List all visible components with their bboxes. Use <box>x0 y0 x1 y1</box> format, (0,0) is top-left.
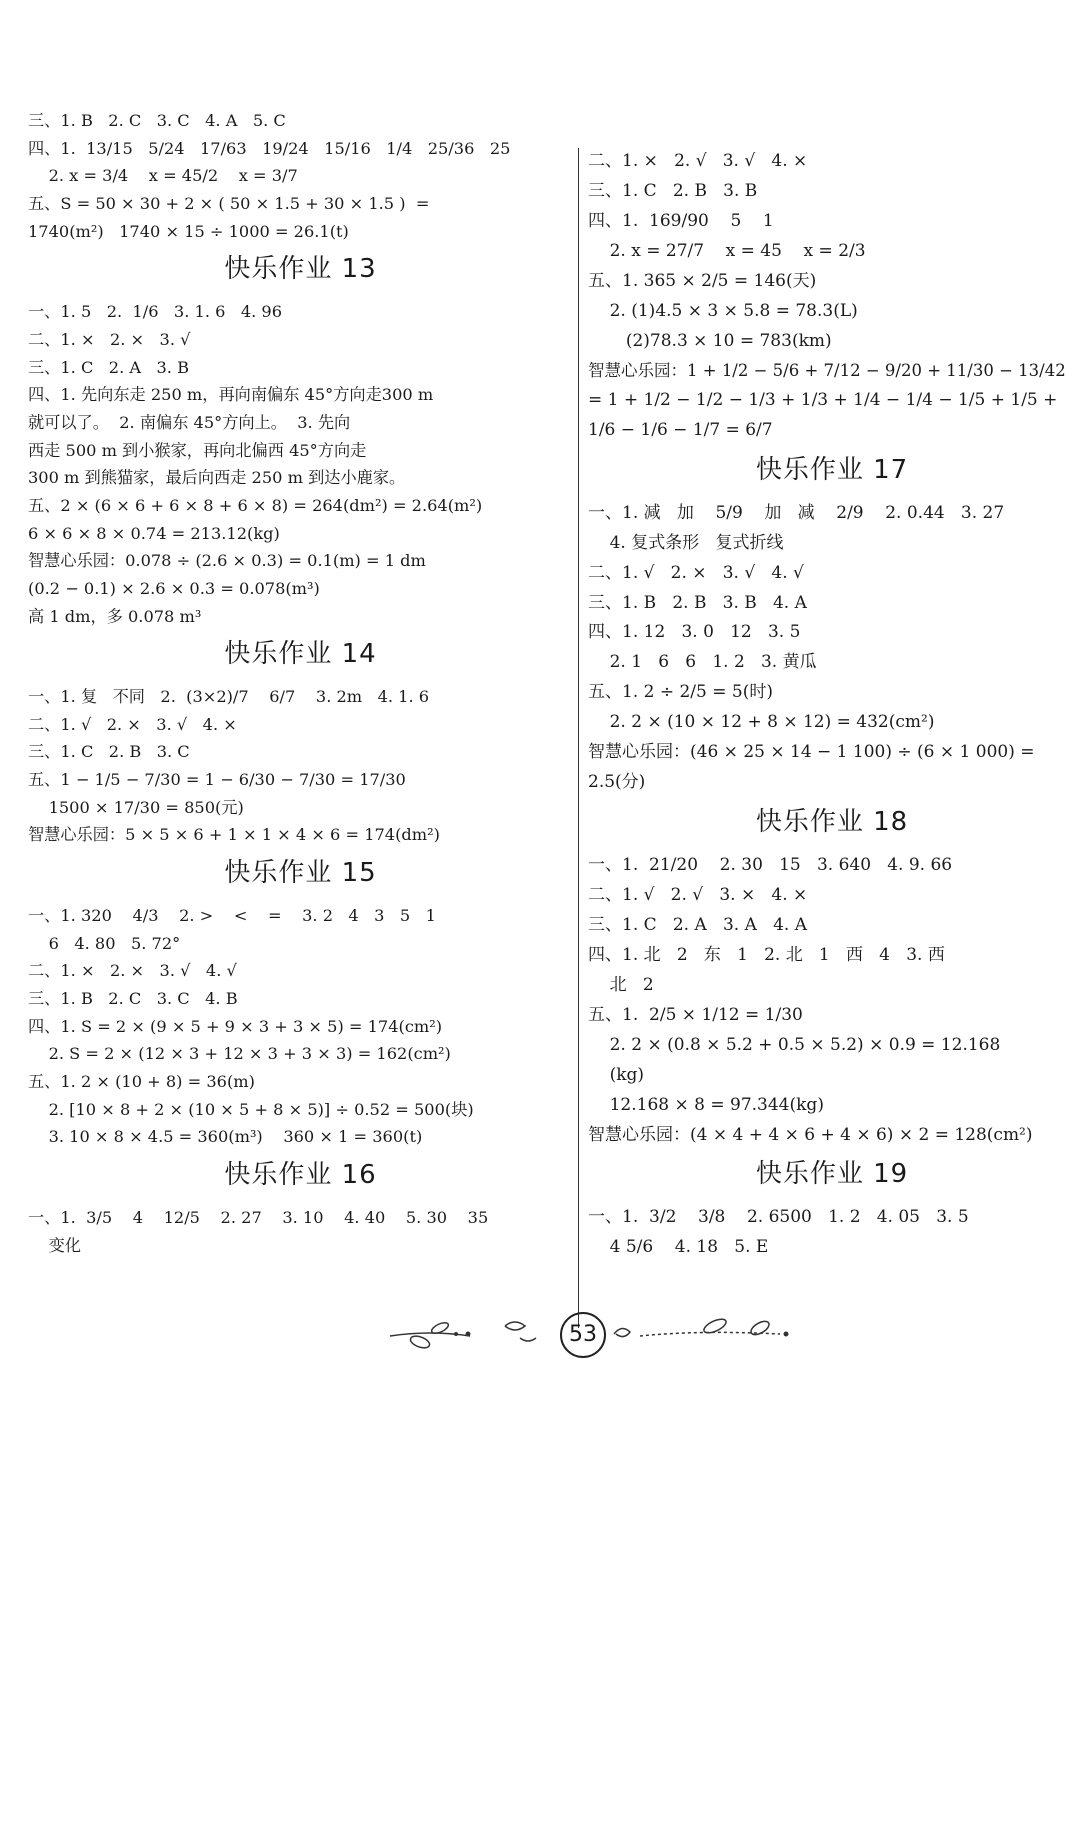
answer-line: 三、1. B 2. B 3. B 4. A <box>588 592 807 613</box>
column-divider <box>578 148 579 1328</box>
section-title: 快乐作业 15 <box>224 858 377 889</box>
answer-line: 2. 1 6 6 1. 2 3. 黄瓜 <box>588 652 817 673</box>
answer-line: 一、1. 减 加 5/9 加 减 2/9 2. 0.44 3. 27 <box>588 502 1005 523</box>
section-title: 快乐作业 17 <box>755 454 909 485</box>
answer-line: = 1 + 1/2 − 1/2 − 1/3 + 1/3 + 1/4 − 1/4 − 1/5 + 1/5 + <box>588 389 1058 410</box>
section-title: 快乐作业 16 <box>224 1160 377 1190</box>
answer-line: (2)78.3 × 10 = 783(km) <box>588 330 832 351</box>
answer-line: 四、1. 169/90 5 1 <box>588 210 774 231</box>
answer-line: 智慧心乐园：(4 × 4 + 4 × 6 + 4 × 6) × 2 = 128(cm²) <box>588 1124 1033 1145</box>
answer-line: 2. x = 3/4 x = 45/2 x = 3/7 <box>28 166 298 186</box>
answer-line: 四、1. 北 2 东 1 2. 北 1 西 4 3. 西 <box>588 944 945 965</box>
answer-line: 智慧心乐园：1 + 1/2 − 5/6 + 7/12 − 9/20 + 11/30 − 13/42 <box>588 360 1066 380</box>
answer-line: 6 × 6 × 8 × 0.74 = 213.12(kg) <box>28 523 280 543</box>
answer-line: 变化 <box>28 1235 81 1255</box>
answer-line: 三、1. C 2. B 3. C <box>28 742 190 762</box>
section-title: 快乐作业 14 <box>224 639 377 670</box>
answer-line: 6 4. 80 5. 72° <box>28 933 181 953</box>
page-footer <box>0 1308 1079 1368</box>
answer-line: 四、1. 12 3. 0 12 3. 5 <box>588 622 801 643</box>
answer-line: 智慧心乐园：0.078 ÷ (2.6 × 0.3) = 0.1(m) = 1 dm <box>28 551 426 571</box>
answer-line: 三、1. B 2. C 3. C 4. B <box>28 989 238 1009</box>
answer-line: 2. 2 × (0.8 × 5.2 + 0.5 × 5.2) × 0.9 = 12.168 <box>588 1034 1001 1055</box>
answer-line: 2. 2 × (10 × 12 + 8 × 12) = 432(cm²) <box>588 712 935 733</box>
answer-line: 1740(m²) 1740 × 15 ÷ 1000 = 26.1(t) <box>28 221 349 241</box>
answer-line: 2. S = 2 × (12 × 3 + 12 × 3 + 3 × 3) = 162(cm²) <box>28 1044 451 1064</box>
answer-line: 五、1. 2 ÷ 2/5 = 5(时) <box>588 682 773 703</box>
answer-line: 四、1. 13/15 5/24 17/63 19/24 15/16 1/4 25/36 25 <box>28 138 511 158</box>
answer-line: 一、1. 5 2. 1/6 3. 1. 6 4. 96 <box>28 302 283 322</box>
answer-line: 三、1. B 2. C 3. C 4. A 5. C <box>28 111 286 130</box>
answer-line: 四、1. 先向东走 250 m，再向南偏东 45°方向走300 m <box>28 385 434 405</box>
answer-line: (0.2 − 0.1) × 2.6 × 0.3 = 0.078(m³) <box>28 578 320 598</box>
answer-line: 12.168 × 8 = 97.344(kg) <box>588 1094 824 1115</box>
answer-line: 一、1. 320 4/3 2. > < = 3. 2 4 3 5 1 <box>28 906 436 926</box>
answer-line: 五、2 × (6 × 6 + 6 × 8 + 6 × 8) = 264(dm²) = 2.64(m²) <box>28 495 483 515</box>
answer-line: 高 1 dm，多 0.078 m³ <box>28 606 202 626</box>
answer-line: 五、1. 2/5 × 1/12 = 1/30 <box>588 1004 803 1025</box>
answer-line: 一、1. 3/2 3/8 2. 6500 1. 2 4. 05 3. 5 <box>588 1207 969 1228</box>
section-title: 快乐作业 19 <box>755 1159 909 1190</box>
right-vine-ornament <box>610 1308 810 1368</box>
answer-line: (kg) <box>588 1064 645 1085</box>
answer-line: 北 2 <box>588 974 654 995</box>
answer-line: 智慧心乐园：5 × 5 × 6 + 1 × 1 × 4 × 6 = 174(dm²) <box>28 825 440 845</box>
answer-line: 2. x = 27/7 x = 45 x = 2/3 <box>588 240 866 261</box>
answer-line: 五、1. 2 × (10 + 8) = 36(m) <box>28 1072 255 1092</box>
answer-line: 一、1. 21/20 2. 30 15 3. 640 4. 9. 66 <box>588 855 953 876</box>
answer-line: 五、1 − 1/5 − 7/30 = 1 − 6/30 − 7/30 = 17/30 <box>28 770 406 790</box>
answer-line: 西走 500 m 到小猴家，再向北偏西 45°方向走 <box>28 440 367 460</box>
answer-line: 智慧心乐园：(46 × 25 × 14 − 1 100) ÷ (6 × 1 000) = <box>588 742 1035 763</box>
page-number: 53 <box>560 1312 606 1358</box>
section-title: 快乐作业 18 <box>755 807 909 838</box>
answer-line: 2. (1)4.5 × 3 × 5.8 = 78.3(L) <box>588 300 858 321</box>
answer-line: 4. 复式条形 复式折线 <box>588 532 784 553</box>
right-column <box>588 150 1076 1266</box>
answer-line: 五、1. 365 × 2/5 = 146(天) <box>588 270 817 291</box>
left-column <box>28 110 573 1262</box>
answer-line: 二、1. √ 2. √ 3. × 4. × <box>588 885 808 906</box>
answer-line: 就可以了。 2. 南偏东 45°方向上。 3. 先向 <box>28 412 351 432</box>
answer-line: 二、1. × 2. √ 3. √ 4. × <box>588 151 808 171</box>
answer-line: 4 5/6 4. 18 5. E <box>588 1237 769 1258</box>
answer-line: 一、1. 复 不同 2. (3×2)/7 6/7 3. 2m 4. 1. 6 <box>28 687 430 707</box>
answer-line: 2.5(分) <box>588 772 646 793</box>
answer-line: 300 m 到熊猫家，最后向西走 250 m 到达小鹿家。 <box>28 468 406 488</box>
left-vine-ornament <box>0 1308 540 1368</box>
answer-line: 二、1. √ 2. × 3. √ 4. √ <box>588 562 804 583</box>
answer-line: 三、1. C 2. A 3. B <box>28 357 189 377</box>
answer-line: 二、1. √ 2. × 3. √ 4. × <box>28 714 237 734</box>
section-title: 快乐作业 13 <box>224 254 377 285</box>
answer-line: 二、1. × 2. × 3. √ 4. √ <box>28 961 237 981</box>
answer-line: 三、1. C 2. B 3. B <box>588 180 758 201</box>
answer-line: 1/6 − 1/6 − 1/7 = 6/7 <box>588 419 773 440</box>
answer-line: 3. 10 × 8 × 4.5 = 360(m³) 360 × 1 = 360(t) <box>28 1127 423 1147</box>
answer-line: 1500 × 17/30 = 850(元) <box>28 797 244 817</box>
answer-line: 三、1. C 2. A 3. A 4. A <box>588 914 807 935</box>
answer-line: 一、1. 3/5 4 12/5 2. 27 3. 10 4. 40 5. 30 35 <box>28 1208 489 1227</box>
answer-line: 四、1. S = 2 × (9 × 5 + 9 × 3 + 3 × 5) = 174(cm²) <box>28 1016 443 1036</box>
answer-line: 2. [10 × 8 + 2 × (10 × 5 + 8 × 5)] ÷ 0.52 = 500(块) <box>28 1099 474 1119</box>
answer-line: 五、S = 50 × 30 + 2 × ( 50 × 1.5 + 30 × 1.5 ) = <box>28 193 430 213</box>
answer-line: 二、1. × 2. × 3. √ <box>28 329 191 349</box>
